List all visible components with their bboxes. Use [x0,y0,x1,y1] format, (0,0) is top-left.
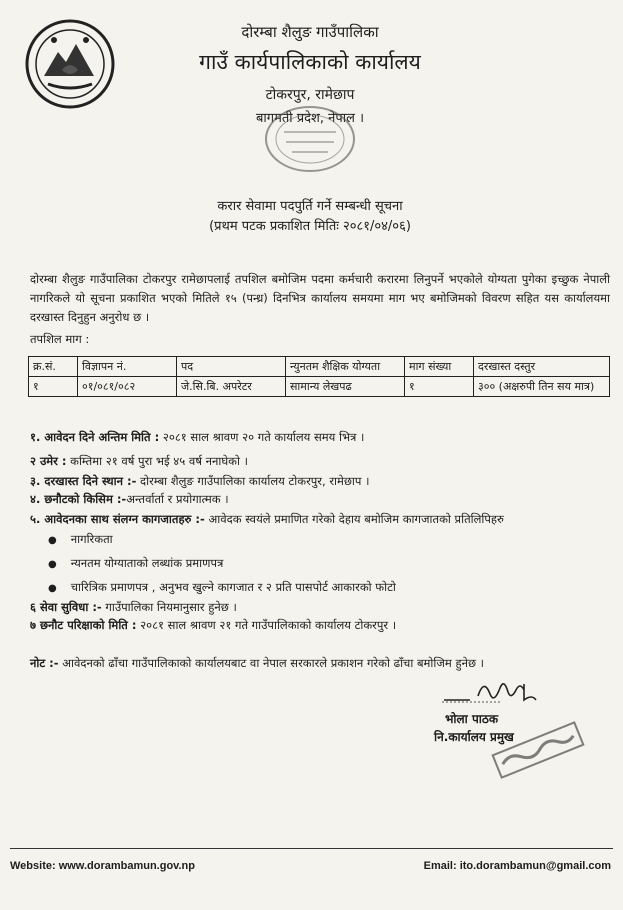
document-bullet: ● न्यनतम योग्याताको लब्धांक प्रमाणपत्र [48,556,223,571]
municipality-name: दोरम्बा शैलुङ गाउँपालिका [241,23,379,41]
table-header-cell: दरखास्त दस्तुर [474,357,610,377]
note [30,656,484,671]
table-cell: सामान्य लेखपढ [286,377,405,397]
table-header-cell: विज्ञापन नं. [78,357,177,377]
signature-icon [440,676,550,706]
item-text: अन्तर्वार्ता र प्रयोगात्मक । [126,492,229,506]
item-label: ५. आवेदनका साथ संलग्न कागजातहरु :- [30,512,205,526]
signatory-name: भोला पाठक [445,712,499,726]
note-text: आवेदनको ढाँचा गाउँपालिकाको कार्यालयबाट वा नेपाल सरकारले प्रकाशन गरेको ढाँचा बमोजिम हुनेछ । [58,656,485,670]
item-label: ३. दरखास्त दिने स्थान :- [30,474,137,488]
notice-title: करार सेवामा पदपुर्ति गर्ने सम्बन्धी सूचना [217,199,403,214]
item-label: ४. छनौटको किसिम :- [30,492,127,506]
item-label: ७ छनौट परिक्षाको मिति : [30,618,137,632]
item-text: २०८१ साल श्रावण २१ गते गाउँपालिकाको कार्यालय टोकरपुर । [136,618,397,632]
item-label: १. आवेदन दिने अन्तिम मिति : [30,430,160,444]
list-item [30,454,248,469]
list-item [30,492,229,507]
item-text: कम्तिमा २१ वर्ष पुरा भई ४५ वर्ष ननाघेको । [66,454,248,468]
note-label: नोट :- [30,656,59,670]
item-text: गाउँपालिका नियमानुसार हुनेछ । [101,600,237,614]
document-bullet: ● नागरिकता [48,532,113,547]
table-header-cell: माग संख्या [405,357,474,377]
table-label: तपशिल माग : [30,332,90,346]
footer-website: Website: www.dorambamun.gov.np [10,860,195,872]
item-text: २०८१ साल श्रावण २० गते कार्यालय समय भित्र । [159,430,365,444]
office-stamp-icon [262,102,358,176]
table-cell: जे.सि.बि. अपरेटर [177,377,286,397]
nepal-emblem-icon [24,18,116,110]
table-row [29,377,610,397]
office-province: बागमती प्रदेश, नेपाल । [255,111,365,126]
notice-subtitle: (प्रथम पटक प्रकाशित मितिः २०८१/०४/०६) [209,219,411,234]
table-cell: १ [405,377,474,397]
list-item [30,618,396,633]
table-cell: १ [29,377,78,397]
item-text: आवेदक स्वयंले प्रमाणित गरेको देहाय बमोजिम कागजातको प्रतिलिपिहरु [204,512,504,526]
footer-email: Email: ito.dorambamun@gmail.com [423,860,611,872]
list-item [30,600,237,615]
table-header-cell: क्र.सं. [29,357,78,377]
list-item [30,512,504,527]
item-text: दोरम्बा शैलुङ गाउँपालिका कार्यालय टोकरपुर, रामेछाप । [136,474,370,488]
office-title: गाउँ कार्यपालिकाको कार्यालय [199,50,421,74]
document-bullet: ● चारित्रिक प्रमाणपत्र , अनुभव खुल्ने कागजात र २ प्रति पासपोर्ट आकारको फोटो [48,580,396,595]
notice-intro-paragraph: दोरम्बा शैलुङ गाउँपालिका टोकरपुर रामेछापलाई तपशिल बमोजिम पदमा कर्मचारी करारमा लिनुपर्ने भएकोले योग्यता पुगेका इच्छुक नेपाली नागरिकले यो सूचना प्रकाशित भएको मितिले १५ (पन्ध्र) दिनभित्र कार्यालय समयमा माग भए बमोजिमको विवरण सहित यस कार्यालयमा दरखास्त दिनुहुन अनुरोध छ । [30,272,610,324]
table-cell: ३०० (अक्षरुपी तिन सय मात्र) [474,377,610,397]
list-item [30,430,364,445]
footer-divider [10,848,613,849]
table-header-row [29,357,610,377]
table-header-cell: पद [177,357,286,377]
item-label: ६ सेवा सुविधा :- [30,600,102,614]
signatory-title: नि.कार्यालय प्रमुख [434,730,514,744]
list-item [30,474,369,489]
table-cell: ०१/०८१/०८२ [78,377,177,397]
officer-stamp-icon [488,720,588,780]
table-header-cell: न्युनतम शैक्षिक योग्यता [286,357,405,377]
office-address: टोकरपुर, रामेछाप [265,87,355,103]
item-label: २ उमेर : [30,454,67,468]
requirements-table [28,356,610,397]
